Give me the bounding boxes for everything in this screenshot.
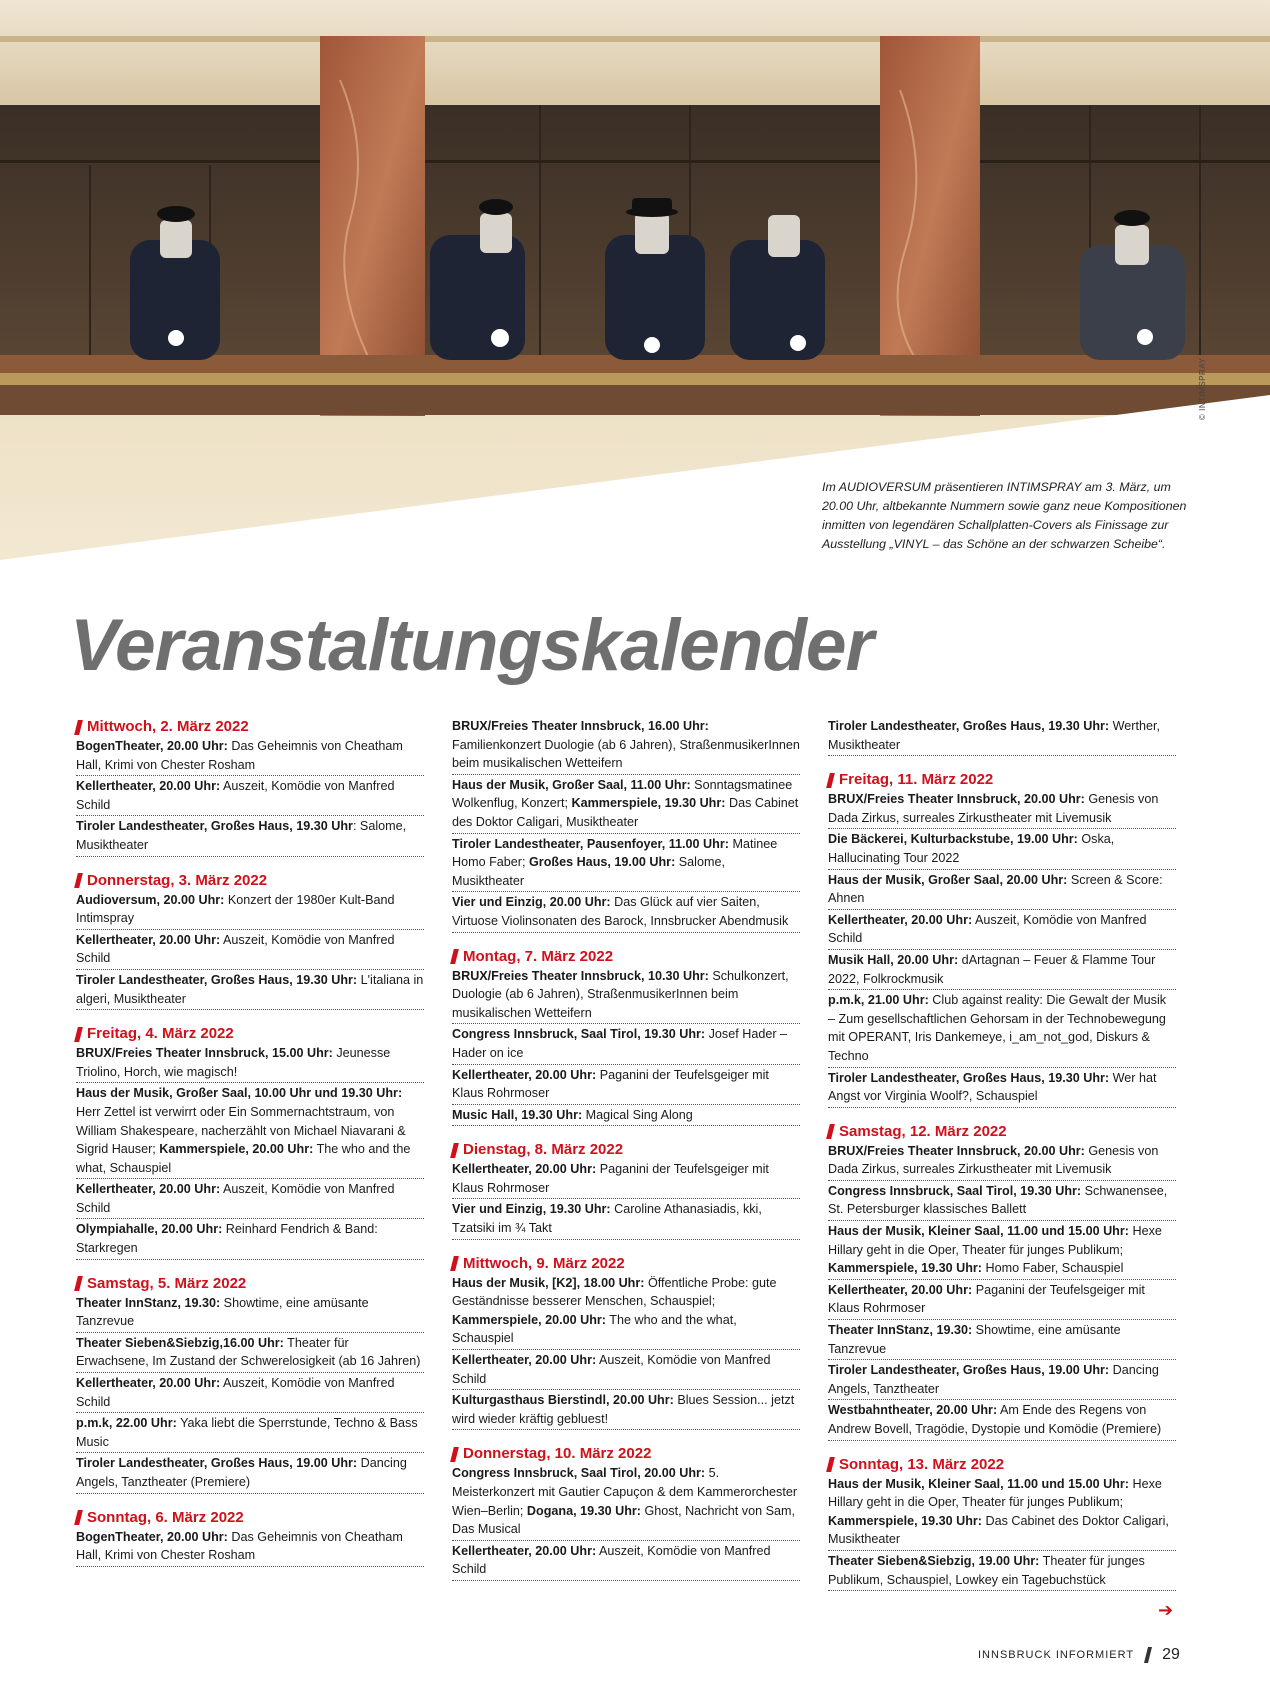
slash-marker xyxy=(826,1457,835,1472)
event-venue: Die Bäckerei, Kulturbackstube, 19.00 Uhr: xyxy=(828,832,1078,847)
event-description: Auszeit, Komödie von Manfred Schild xyxy=(76,932,395,966)
event-venue: Music Hall, 19.30 Uhr: xyxy=(452,1107,583,1122)
day-block xyxy=(452,1444,800,1581)
event-entry xyxy=(452,1464,800,1540)
event-description: Das Cabinet des Doktor Caligari, Musiktheater xyxy=(828,1513,1169,1547)
day-heading xyxy=(76,1508,424,1528)
event-description: Familienkonzert Duologie (ab 6 Jahren), StraßenmusikerInnen beim musikalischen Wetteifern xyxy=(452,737,800,771)
event-description: Caroline Athanasiadis, kki, Tzatsiki im ¾ Takt xyxy=(452,1202,762,1236)
event-venue: Tiroler Landestheater, Großes Haus, 19.30 Uhr: xyxy=(76,972,358,987)
event-entry xyxy=(76,1044,424,1083)
event-entry xyxy=(76,737,424,776)
event-entry xyxy=(452,893,800,932)
event-entry xyxy=(828,1142,1176,1181)
event-entry xyxy=(76,1220,424,1259)
event-description: Showtime, eine amüsante Tanzrevue xyxy=(828,1323,1121,1356)
event-entry xyxy=(452,1200,800,1239)
event-entry xyxy=(828,911,1176,950)
photo-caption: Im AUDIOVERSUM präsentieren INTIMSPRAY am 3. März, um 20.00 Uhr, altbekannte Nummern sowie ganz neue Kompositionen inmitten von legendären Schallplatten-Covers als Finissage zur Ausstellung „VINYL – das Schöne an der schwarzen Scheibe“. xyxy=(822,480,1187,551)
event-venue: Congress Innsbruck, Saal Tirol, 20.00 Uhr: xyxy=(452,1466,706,1481)
event-venue: Haus der Musik, Großer Saal, 11.00 Uhr: xyxy=(452,777,691,792)
day-heading xyxy=(76,717,424,737)
event-venue: Kellertheater, 20.00 Uhr: xyxy=(76,1182,221,1197)
event-description: Hexe Hillary geht in die Oper, Theater für junges Publikum; xyxy=(828,1224,1162,1257)
day-heading xyxy=(452,1254,800,1274)
event-description: Das Geheimnis von Cheatham Hall, Krimi von Chester Rosham xyxy=(76,739,403,772)
event-description: Paganini der Teufelsgeiger mit Klaus Rohrmoser xyxy=(828,1282,1145,1316)
event-entry xyxy=(828,1361,1176,1400)
event-venue: Haus der Musik, Großer Saal, 10.00 Uhr und 19.30 Uhr: xyxy=(76,1086,403,1101)
event-description: Paganini der Teufelsgeiger mit Klaus Rohrmoser xyxy=(452,1162,769,1195)
event-venue: BRUX/Freies Theater Innsbruck, 10.30 Uhr: xyxy=(452,968,709,983)
event-entry xyxy=(76,1294,424,1333)
calendar-column-2 xyxy=(452,717,800,1595)
event-description: Sonntagsmatinee Wolkenflug, Konzert; xyxy=(452,777,793,811)
day-block xyxy=(76,1024,424,1260)
day-heading-text: Samstag, 12. März 2022 xyxy=(839,1122,1007,1140)
page-title: Veranstaltungskalender xyxy=(70,605,873,686)
event-venue: Congress Innsbruck, Saal Tirol, 19.30 Uhr: xyxy=(828,1183,1082,1198)
event-entry xyxy=(828,991,1176,1067)
slash-marker xyxy=(450,949,459,964)
event-description: Club against reality: Die Gewalt der Musik – Zum gesellschaftlichen Gehorsam in der Technobewegung mit OPERANT, Iris Dankemeye, i_am_not_god, Diskurs & Techno xyxy=(828,993,1167,1063)
event-description: Auszeit, Komödie von Manfred Schild xyxy=(828,912,1147,946)
event-description: Dancing Angels, Tanztheater xyxy=(828,1363,1159,1396)
event-description: L'italiana in algeri, Musiktheater xyxy=(76,972,424,1006)
publication-name: INNSBRUCK INFORMIERT xyxy=(978,1649,1135,1661)
event-venue: BogenTheater, 20.00 Uhr: xyxy=(76,739,228,753)
event-entry xyxy=(452,835,800,893)
day-heading xyxy=(76,1024,424,1044)
event-entry xyxy=(452,1160,800,1199)
event-venue: Audioversum, 20.00 Uhr: xyxy=(76,892,225,907)
event-description: Theater für junges Publikum, Schauspiel, Lowkey ein Tagebuchstück xyxy=(828,1553,1145,1587)
event-description: Reinhard Fendrich & Band: Starkregen xyxy=(76,1222,378,1256)
event-venue: Dogana, 19.30 Uhr: xyxy=(526,1503,641,1518)
event-entry xyxy=(452,1542,800,1581)
day-block xyxy=(452,947,800,1127)
day-heading xyxy=(76,1274,424,1294)
event-entry xyxy=(76,931,424,970)
event-venue: Kellertheater, 20.00 Uhr: xyxy=(452,1353,597,1368)
event-description: Ghost, Nachricht von Sam, Das Musical xyxy=(452,1503,795,1537)
event-entry xyxy=(828,1281,1176,1320)
day-heading-text: Donnerstag, 10. März 2022 xyxy=(463,1445,652,1463)
event-entry xyxy=(828,1475,1176,1551)
slash-marker xyxy=(74,720,83,735)
event-venue: Vier und Einzig, 20.00 Uhr: xyxy=(452,895,611,910)
event-venue: Haus der Musik, Großer Saal, 20.00 Uhr: xyxy=(828,872,1068,887)
event-description: dArtagnan – Feuer & Flamme Tour 2022, Folkrockmusik xyxy=(828,952,1156,986)
event-venue: Tiroler Landestheater, Großes Haus, 19.30 Uhr: xyxy=(828,719,1110,733)
event-venue: p.m.k, 21.00 Uhr: xyxy=(828,993,929,1008)
event-entry xyxy=(828,830,1176,869)
event-venue: Haus der Musik, Kleiner Saal, 11.00 und 15.00 Uhr: xyxy=(828,1224,1129,1239)
event-venue: BRUX/Freies Theater Innsbruck, 20.00 Uhr: xyxy=(828,792,1085,807)
event-venue: Großes Haus, 19.00 Uhr: xyxy=(529,855,676,870)
event-description: Am Ende des Regens von Andrew Bovell, Tragödie, Dystopie und Komödie (Premiere) xyxy=(828,1403,1162,1436)
event-venue: Tiroler Landestheater, Großes Haus, 19.30 Uhr xyxy=(76,819,353,834)
day-block xyxy=(76,1274,424,1494)
day-heading xyxy=(828,1455,1176,1475)
event-description: Öffentliche Probe: gute Geständnisse besserer Menschen, Schauspiel; xyxy=(452,1275,777,1309)
day-heading-text: Mittwoch, 9. März 2022 xyxy=(463,1254,625,1272)
event-entry xyxy=(76,1334,424,1373)
event-entry xyxy=(452,1391,800,1430)
event-venue: Tiroler Landestheater, Großes Haus, 19.00 Uhr: xyxy=(828,1363,1110,1378)
calendar-column-1 xyxy=(76,717,424,1581)
slash-marker xyxy=(74,1027,83,1042)
photo-credit: © INTIMSPRAY xyxy=(1198,357,1207,420)
event-description: : Salome, Musiktheater xyxy=(76,819,407,852)
event-venue: BRUX/Freies Theater Innsbruck, 15.00 Uhr: xyxy=(76,1046,333,1061)
day-block xyxy=(452,1254,800,1431)
day-block xyxy=(828,717,1176,756)
day-block xyxy=(828,1455,1176,1592)
day-heading xyxy=(828,1122,1176,1142)
event-venue: Kulturgasthaus Bierstindl, 20.00 Uhr: xyxy=(452,1393,674,1408)
page-number: 29 xyxy=(1162,1646,1180,1663)
event-entry xyxy=(452,967,800,1025)
event-description: Wer hat Angst vor Virginia Woolf?, Schauspiel xyxy=(828,1070,1157,1104)
event-entry xyxy=(452,1066,800,1105)
event-entry xyxy=(76,1414,424,1453)
event-entry xyxy=(452,776,800,834)
slash-marker xyxy=(450,1447,459,1462)
event-description: Matinee Homo Faber; xyxy=(452,836,778,870)
event-description: Paganini der Teufelsgeiger mit Klaus Rohrmoser xyxy=(452,1067,769,1101)
event-description: Auszeit, Komödie von Manfred Schild xyxy=(76,1376,395,1409)
event-venue: Kammerspiele, 19.30 Uhr: xyxy=(828,1261,982,1276)
event-entry xyxy=(828,1222,1176,1280)
event-description: Oska, Hallucinating Tour 2022 xyxy=(828,832,1115,865)
event-venue: Haus der Musik, [K2], 18.00 Uhr: xyxy=(452,1275,645,1290)
event-entry xyxy=(828,1182,1176,1221)
event-venue: Westbahntheater, 20.00 Uhr: xyxy=(828,1403,998,1418)
slash-divider xyxy=(1144,1647,1152,1663)
event-venue: Theater Sieben&Siebzig, 19.00 Uhr: xyxy=(828,1553,1040,1568)
event-description: Magical Sing Along xyxy=(582,1107,693,1122)
event-venue: Musik Hall, 20.00 Uhr: xyxy=(828,952,959,967)
event-description: Salome, Musiktheater xyxy=(452,855,725,888)
day-block xyxy=(452,1140,800,1239)
event-description: Das Glück auf vier Saiten, Virtuose Violinsonaten des Barock, Innsbrucker Abendmusik xyxy=(452,895,789,928)
slash-marker xyxy=(74,873,83,888)
event-entry xyxy=(452,1351,800,1390)
event-description: Dancing Angels, Tanztheater (Premiere) xyxy=(76,1456,407,1489)
event-description: Blues Session... jetzt wird wieder kräftig gebluest! xyxy=(452,1393,795,1426)
day-heading-text: Freitag, 11. März 2022 xyxy=(839,771,994,789)
day-heading xyxy=(452,1444,800,1464)
event-description: The who and the what, Schauspiel xyxy=(452,1312,737,1346)
day-block xyxy=(76,871,424,1011)
event-description: Das Cabinet des Doktor Caligari, Musiktheater xyxy=(452,796,799,829)
calendar-column-3 xyxy=(828,717,1176,1605)
event-description: Theater für Erwachsene, Im Zustand der Schwerelosigkeit (ab 16 Jahren) xyxy=(76,1335,421,1369)
day-heading-text: Donnerstag, 3. März 2022 xyxy=(87,871,268,889)
event-description: The who and the what, Schauspiel xyxy=(76,1142,411,1175)
event-entry xyxy=(452,1106,800,1127)
event-description: Das Geheimnis von Cheatham Hall, Krimi von Chester Rosham xyxy=(76,1529,403,1563)
event-description: Konzert der 1980er Kult-Band Intimspray xyxy=(76,892,395,926)
event-entry xyxy=(828,1401,1176,1440)
day-heading-text: Mittwoch, 2. März 2022 xyxy=(87,718,249,735)
event-description: Schwanensee, St. Petersburger klassisches Ballett xyxy=(828,1183,1168,1217)
event-description: Josef Hader – Hader on ice xyxy=(452,1027,788,1060)
event-description: Homo Faber, Schauspiel xyxy=(982,1261,1124,1276)
event-entry xyxy=(828,951,1176,990)
event-venue: Kellertheater, 20.00 Uhr: xyxy=(452,1543,597,1558)
day-heading-text: Sonntag, 13. März 2022 xyxy=(839,1455,1005,1473)
event-venue: Congress Innsbruck, Saal Tirol, 19.30 Uhr: xyxy=(452,1027,706,1042)
event-venue: Kellertheater, 20.00 Uhr: xyxy=(76,779,221,794)
event-entry xyxy=(828,1321,1176,1360)
event-venue: Vier und Einzig, 19.30 Uhr: xyxy=(452,1202,611,1217)
event-venue: p.m.k, 22.00 Uhr: xyxy=(76,1416,177,1431)
event-venue: Tiroler Landestheater, Großes Haus, 19.00 Uhr: xyxy=(76,1456,358,1471)
page-footer xyxy=(978,1646,1180,1664)
event-entry xyxy=(76,1528,424,1567)
event-entry xyxy=(828,790,1176,829)
day-heading xyxy=(76,871,424,891)
day-heading-text: Samstag, 5. März 2022 xyxy=(87,1274,247,1292)
event-description: Werther, Musiktheater xyxy=(828,719,1161,752)
event-venue: Kellertheater, 20.00 Uhr: xyxy=(452,1162,597,1177)
day-heading-text: Dienstag, 8. März 2022 xyxy=(463,1141,624,1159)
event-description: Auszeit, Komödie von Manfred Schild xyxy=(452,1543,771,1577)
event-entry xyxy=(76,1374,424,1413)
event-description: Hexe Hillary geht in die Oper, Theater für junges Publikum; xyxy=(828,1476,1162,1510)
event-venue: Kammerspiele, 19.30 Uhr: xyxy=(828,1513,982,1528)
event-venue: Tiroler Landestheater, Pausenfoyer, 11.00 Uhr: xyxy=(452,836,729,851)
event-description: Auszeit, Komödie von Manfred Schild xyxy=(76,779,395,812)
event-venue: Theater InnStanz, 19.30: xyxy=(828,1323,973,1338)
event-venue: Kellertheater, 20.00 Uhr: xyxy=(828,912,973,927)
event-venue: BRUX/Freies Theater Innsbruck, 16.00 Uhr: xyxy=(452,719,709,733)
event-entry xyxy=(76,1180,424,1219)
slash-marker xyxy=(826,1124,835,1139)
event-venue: Theater InnStanz, 19.30: xyxy=(76,1295,221,1310)
event-description: Jeunesse Triolino, Horch, wie magisch! xyxy=(76,1046,391,1079)
event-entry xyxy=(828,1069,1176,1108)
day-heading-text: Freitag, 4. März 2022 xyxy=(87,1025,234,1043)
event-venue: BRUX/Freies Theater Innsbruck, 20.00 Uhr: xyxy=(828,1143,1085,1158)
event-entry xyxy=(452,1274,800,1350)
event-entry xyxy=(76,1454,424,1493)
event-description: Schulkonzert, Duologie (ab 6 Jahren), StraßenmusikerInnen beim musikalischen Wetteifern xyxy=(452,968,789,1020)
event-venue: Kellertheater, 20.00 Uhr: xyxy=(452,1067,597,1082)
event-venue: Kellertheater, 20.00 Uhr: xyxy=(828,1282,973,1297)
day-block xyxy=(452,717,800,933)
event-venue: Kellertheater, 20.00 Uhr: xyxy=(76,932,221,947)
event-entry xyxy=(76,891,424,930)
slash-marker xyxy=(450,1256,459,1271)
event-description: 5. Meisterkonzert mit Gautier Capuçon & dem Kammerorchester Wien–Berlin; xyxy=(452,1466,798,1518)
slash-marker xyxy=(74,1510,83,1525)
event-entry xyxy=(76,1084,424,1179)
day-heading-text: Montag, 7. März 2022 xyxy=(463,947,614,965)
slash-marker xyxy=(74,1276,83,1291)
event-description: Herr Zettel ist verwirrt oder Ein Sommernachtstraum, von William Shakespeare, nacherzählt von Michael Niavarani & Sigrid Hauser; xyxy=(76,1104,406,1157)
day-block xyxy=(76,717,424,857)
day-heading-text: Sonntag, 6. März 2022 xyxy=(87,1508,244,1526)
event-entry xyxy=(76,817,424,856)
event-description: Showtime, eine amüsante Tanzrevue xyxy=(76,1295,369,1329)
event-venue: Theater Sieben&Siebzig,16.00 Uhr: xyxy=(76,1335,284,1350)
event-venue: Kammerspiele, 20.00 Uhr: xyxy=(452,1312,606,1327)
event-description: Genesis von Dada Zirkus, surreales Zirkustheater mit Livemusik xyxy=(828,792,1159,825)
slash-marker xyxy=(450,1143,459,1158)
event-entry xyxy=(76,971,424,1010)
event-venue: Tiroler Landestheater, Großes Haus, 19.30 Uhr: xyxy=(828,1070,1110,1085)
event-entry xyxy=(828,717,1176,756)
day-heading xyxy=(452,947,800,967)
event-description: Auszeit, Komödie von Manfred Schild xyxy=(76,1182,395,1215)
event-venue: Kammerspiele, 20.00 Uhr: xyxy=(159,1142,314,1157)
event-venue: Kammerspiele, 19.30 Uhr: xyxy=(571,796,726,811)
event-description: Auszeit, Komödie von Manfred Schild xyxy=(452,1353,771,1386)
event-entry xyxy=(452,717,800,775)
event-description: Screen & Score: Ahnen xyxy=(828,872,1163,906)
event-description: Yaka liebt die Sperrstunde, Techno & Bass Music xyxy=(76,1416,418,1449)
day-block xyxy=(828,1122,1176,1441)
event-description: Genesis von Dada Zirkus, surreales Zirkustheater mit Livemusik xyxy=(828,1143,1159,1177)
event-venue: Olympiahalle, 20.00 Uhr: xyxy=(76,1222,223,1237)
event-entry xyxy=(452,1025,800,1064)
event-entry xyxy=(828,1552,1176,1591)
day-block xyxy=(828,770,1176,1108)
day-heading xyxy=(452,1140,800,1160)
day-heading xyxy=(828,770,1176,790)
event-entry xyxy=(76,777,424,816)
day-block xyxy=(76,1508,424,1567)
event-entry xyxy=(828,871,1176,910)
event-venue: BogenTheater, 20.00 Uhr: xyxy=(76,1529,228,1544)
slash-marker xyxy=(826,773,835,788)
arrow-right-icon: ➔ xyxy=(1158,1600,1174,1620)
event-venue: Haus der Musik, Kleiner Saal, 11.00 und 15.00 Uhr: xyxy=(828,1476,1129,1491)
event-venue: Kellertheater, 20.00 Uhr: xyxy=(76,1376,221,1391)
